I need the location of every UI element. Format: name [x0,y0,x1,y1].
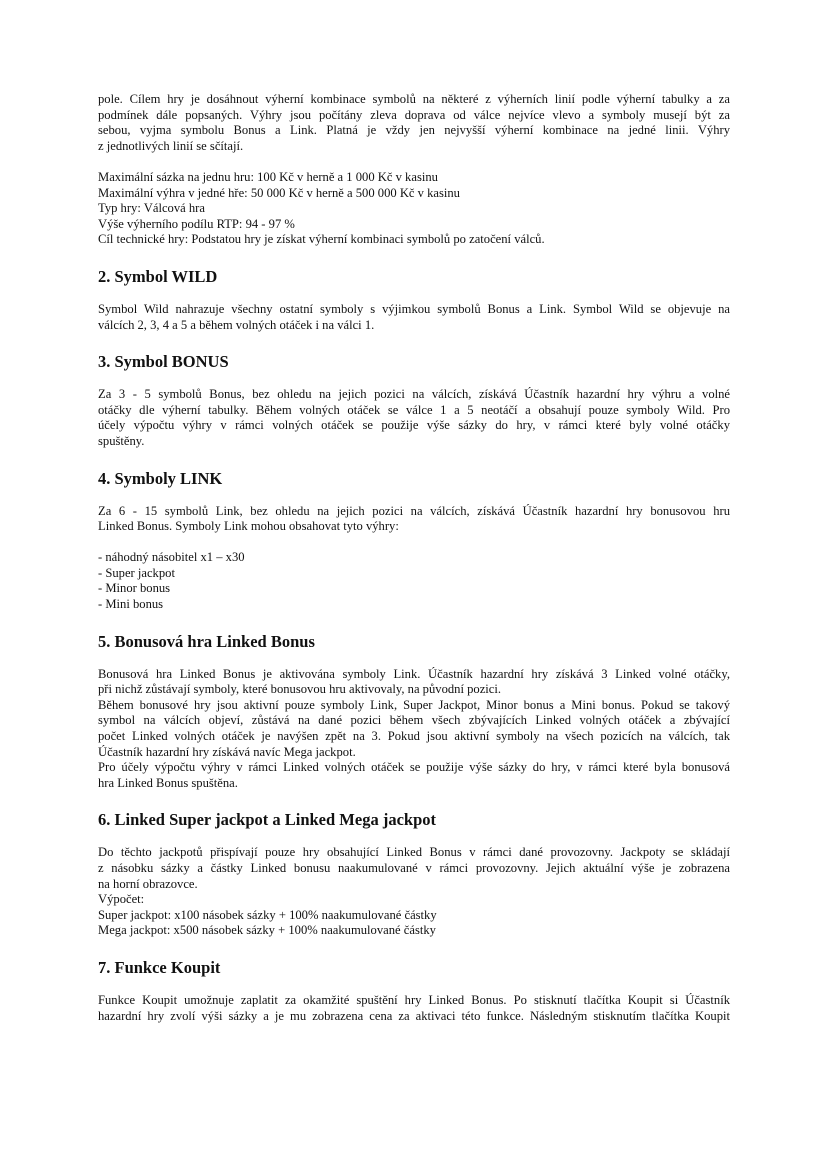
text-line: sebou, vyjma symbolu Bonus a Link. Platná je vždy jen nejvyšší výherní kombinace na jedné linii. Výhry [98,123,730,138]
text-line: - Mini bonus [98,597,164,612]
text-line: - Super jackpot [98,565,175,580]
text-line: Typ hry: Válcová hra [98,201,205,216]
section-heading: 4. Symboly LINK [98,468,223,488]
paragraph [98,993,730,1024]
text-line: spuštěny. [98,433,145,448]
text-line: Během bonusové hry jsou aktivní pouze symboly Link, Super Jackpot, Minor bonus a Mini bonus. Pokud se takový [98,697,730,712]
section-heading: 2. Symbol WILD [98,266,218,286]
text-line: Cíl technické hry: Podstatou hry je získat výherní kombinaci symbolů po zatočení válců. [98,232,545,247]
text-line: Za 3 - 5 symbolů Bonus, bez ohledu na jejich pozici na válcích, získává Účastník hazardní hry výhru a volné [98,387,730,402]
text-line: - Minor bonus [98,581,171,596]
text-line: Výše výherního podílu RTP: 94 - 97 % [98,216,295,231]
text-line: počet Linked volných otáček je navýšen zpět na 3. Pokud jsou aktivní symboly na všech pozicích na válcích, tak [98,729,730,744]
text-line: Do těchto jackpotů přispívají pouze hry obsahující Linked Bonus v rámci dané provozovny. Jackpoty se skládají [98,845,730,860]
text-line: válcích 2, 3, 4 a 5 a během volných otáček i na válci 1. [98,317,375,332]
paragraph [98,92,730,154]
text-line: Mega jackpot: x500 násobek sázky + 100% naakumulované částky [98,923,436,938]
text-line: otáčky dle výherní tabulky. Během volných otáček se válce 1 a 5 neotáčí a obsahují pouze symboly Wild. Pro [98,402,730,417]
paragraph [98,550,730,612]
paragraph [98,667,730,792]
text-line: Linked Bonus. Symboly Link mohou obsahovat tyto výhry: [98,519,399,534]
text-line: Maximální sázka na jednu hru: 100 Kč v herně a 1 000 Kč v kasinu [98,169,438,184]
text-line: Výpočet: [98,892,145,907]
text-line: Symbol Wild nahrazuje všechny ostatní symboly s výjimkou symbolů Bonus a Link. Symbol Wild se objevuje na [98,301,730,316]
text-line: Super jackpot: x100 násobek sázky + 100% naakumulované částky [98,907,437,922]
text-line: Účastník hazardní hry získává navíc Mega jackpot. [98,744,356,759]
section-heading: 7. Funkce Koupit [98,957,221,977]
text-line: z jednotlivých linií se sčítají. [98,138,244,153]
text-line: při nichž zůstávají symboly, které bonusovou hru aktivovaly, na původní pozici. [98,682,502,697]
text-line: Za 6 - 15 symbolů Link, bez ohledu na jejich pozici na válcích, získává Účastník hazardní hry bonusovou hru [98,503,730,518]
text-line: symbol na válcích objeví, zůstává na dané pozici během všech zbývajících Linked volných otáček a zbývající [98,713,730,728]
text-line: podmínek dále popsaných. Výhry jsou počítány zleva doprava od válce nejvíce vlevo a symboly musejí být za [98,107,730,122]
text-line: Funkce Koupit umožnuje zaplatit za okamžité spuštění hry Linked Bonus. Po stisknutí tlačítka Koupit si Účastník [98,992,730,1007]
paragraph [98,302,730,333]
text-line: účely výpočtu výhry v rámci volných otáček se použije výše sázky do hry, v rámci které byly volné otáčky [98,418,730,433]
section-heading: 5. Bonusová hra Linked Bonus [98,631,315,651]
section-heading: 3. Symbol BONUS [98,352,229,372]
text-line: na horní obrazovce. [98,876,198,891]
section-heading: 6. Linked Super jackpot a Linked Mega jackpot [98,810,436,830]
text-line: - náhodný násobitel x1 – x30 [98,550,245,565]
paragraph [98,504,730,535]
document-page [98,92,730,1024]
paragraph [98,170,730,248]
text-line: hazardní hry zvolí výši sázky a je mu zobrazena cena za aktivaci této funkce. Následným stisknutím tlačítka Koupit [98,1008,730,1023]
text-line: hra Linked Bonus spuštěna. [98,775,238,790]
text-line: Maximální výhra v jedné hře: 50 000 Kč v herně a 500 000 Kč v kasinu [98,185,460,200]
text-line: Bonusová hra Linked Bonus je aktivována symboly Link. Účastník hazardní hry získává 3 Linked volné otáčky, [98,666,730,681]
text-line: pole. Cílem hry je dosáhnout výherní kombinace symbolů na některé z výherních linií podle výherní tabulky a za [98,92,730,106]
paragraph [98,845,730,939]
paragraph [98,387,730,449]
text-line: Pro účely výpočtu výhry v rámci Linked volných otáček se použije výše sázky do hry, v rámci které byla bonusová [98,760,730,775]
text-line: z násobku sázky a částky Linked bonusu naakumulované v rámci provozovny. Jejich aktuální výše je zobrazena [98,861,730,875]
